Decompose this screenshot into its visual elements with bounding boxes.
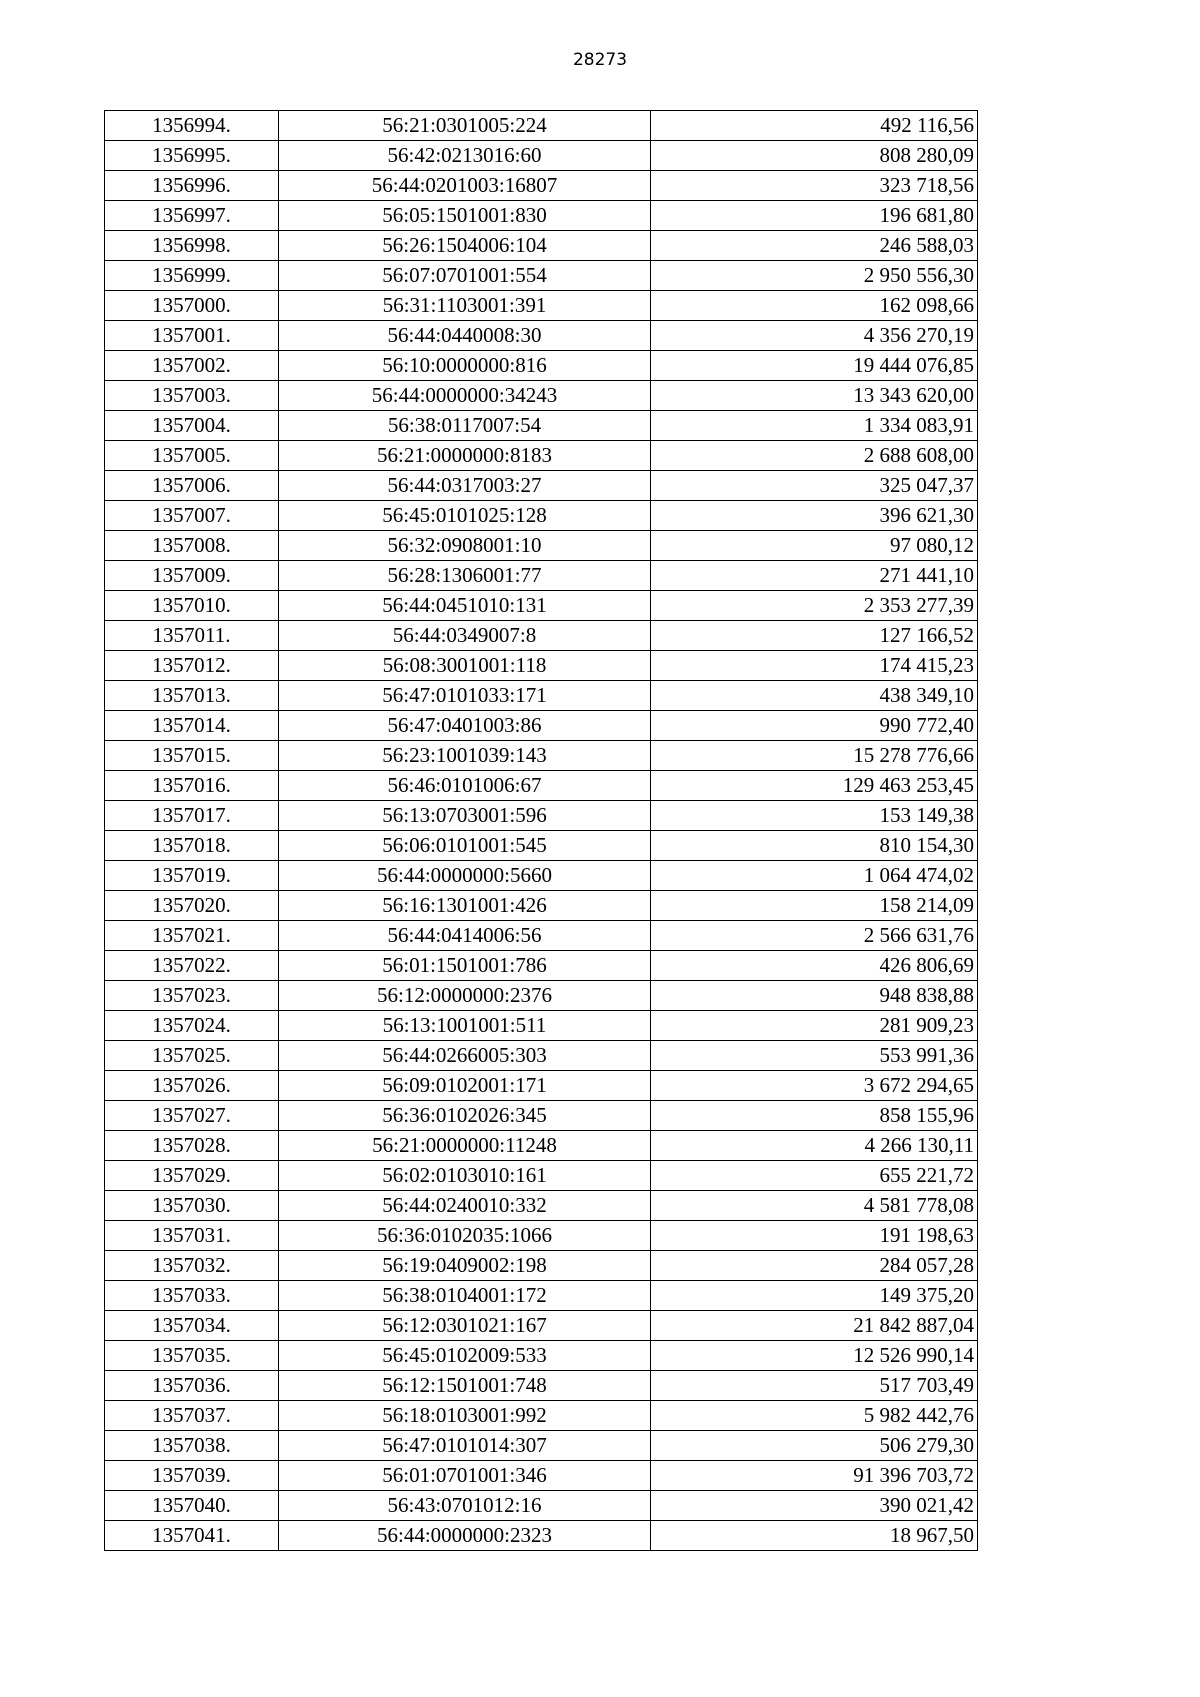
table-row xyxy=(105,261,978,291)
cadastral-number-cell: 56:12:1501001:748 xyxy=(279,1371,651,1401)
row-number-cell: 1357011. xyxy=(105,621,279,651)
table-row xyxy=(105,1401,978,1431)
cadastral-value-cell: 2 688 608,00 xyxy=(651,441,978,471)
cadastral-number-cell: 56:44:0000000:2323 xyxy=(279,1521,651,1551)
cadastral-value-cell: 97 080,12 xyxy=(651,531,978,561)
cadastral-number-cell: 56:38:0117007:54 xyxy=(279,411,651,441)
cadastral-value-cell: 15 278 776,66 xyxy=(651,741,978,771)
cadastral-value-cell: 196 681,80 xyxy=(651,201,978,231)
cadastral-number-cell: 56:01:0701001:346 xyxy=(279,1461,651,1491)
row-number-cell: 1357035. xyxy=(105,1341,279,1371)
cadastral-number-cell: 56:38:0104001:172 xyxy=(279,1281,651,1311)
cadastral-number-cell: 56:44:0000000:5660 xyxy=(279,861,651,891)
row-number-cell: 1357025. xyxy=(105,1041,279,1071)
row-number-cell: 1356998. xyxy=(105,231,279,261)
page-number: 28273 xyxy=(572,50,628,70)
cadastral-number-cell: 56:46:0101006:67 xyxy=(279,771,651,801)
cadastral-number-cell: 56:44:0349007:8 xyxy=(279,621,651,651)
row-number-cell: 1357007. xyxy=(105,501,279,531)
row-number-cell: 1357017. xyxy=(105,801,279,831)
cadastral-value-cell: 5 982 442,76 xyxy=(651,1401,978,1431)
cadastral-number-cell: 56:18:0103001:992 xyxy=(279,1401,651,1431)
row-number-cell: 1356994. xyxy=(105,111,279,141)
cadastral-number-cell: 56:32:0908001:10 xyxy=(279,531,651,561)
row-number-cell: 1357006. xyxy=(105,471,279,501)
cadastral-number-cell: 56:36:0102035:1066 xyxy=(279,1221,651,1251)
table-row xyxy=(105,381,978,411)
table-row xyxy=(105,1311,978,1341)
row-number-cell: 1357012. xyxy=(105,651,279,681)
row-number-cell: 1357036. xyxy=(105,1371,279,1401)
table-row xyxy=(105,1161,978,1191)
cadastral-value-cell: 2 353 277,39 xyxy=(651,591,978,621)
cadastral-value-cell: 158 214,09 xyxy=(651,891,978,921)
row-number-cell: 1357001. xyxy=(105,321,279,351)
table-row xyxy=(105,831,978,861)
cadastral-value-cell: 284 057,28 xyxy=(651,1251,978,1281)
table-row xyxy=(105,1281,978,1311)
cadastral-value-cell: 2 566 631,76 xyxy=(651,921,978,951)
cadastral-value-cell: 1 334 083,91 xyxy=(651,411,978,441)
table-row xyxy=(105,501,978,531)
cadastral-value-cell: 808 280,09 xyxy=(651,141,978,171)
cadastral-number-cell: 56:44:0317003:27 xyxy=(279,471,651,501)
cadastral-value-cell: 553 991,36 xyxy=(651,1041,978,1071)
cadastral-number-cell: 56:28:1306001:77 xyxy=(279,561,651,591)
cadastral-number-cell: 56:44:0240010:332 xyxy=(279,1191,651,1221)
cadastral-number-cell: 56:23:1001039:143 xyxy=(279,741,651,771)
table-row xyxy=(105,951,978,981)
cadastral-value-cell: 506 279,30 xyxy=(651,1431,978,1461)
cadastral-value-cell: 246 588,03 xyxy=(651,231,978,261)
cadastral-value-cell: 191 198,63 xyxy=(651,1221,978,1251)
cadastral-number-cell: 56:06:0101001:545 xyxy=(279,831,651,861)
row-number-cell: 1357037. xyxy=(105,1401,279,1431)
cadastral-number-cell: 56:36:0102026:345 xyxy=(279,1101,651,1131)
row-number-cell: 1357040. xyxy=(105,1491,279,1521)
row-number-cell: 1357005. xyxy=(105,441,279,471)
row-number-cell: 1357002. xyxy=(105,351,279,381)
cadastral-value-cell: 810 154,30 xyxy=(651,831,978,861)
row-number-cell: 1356999. xyxy=(105,261,279,291)
cadastral-value-cell: 325 047,37 xyxy=(651,471,978,501)
row-number-cell: 1357024. xyxy=(105,1011,279,1041)
row-number-cell: 1357029. xyxy=(105,1161,279,1191)
row-number-cell: 1357008. xyxy=(105,531,279,561)
table-row xyxy=(105,681,978,711)
table-row xyxy=(105,171,978,201)
row-number-cell: 1357020. xyxy=(105,891,279,921)
table-row xyxy=(105,531,978,561)
table-row xyxy=(105,1071,978,1101)
row-number-cell: 1357022. xyxy=(105,951,279,981)
table-row xyxy=(105,651,978,681)
cadastral-value-cell: 2 950 556,30 xyxy=(651,261,978,291)
cadastral-value-cell: 3 672 294,65 xyxy=(651,1071,978,1101)
cadastral-value-cell: 174 415,23 xyxy=(651,651,978,681)
cadastral-number-cell: 56:21:0000000:11248 xyxy=(279,1131,651,1161)
table-row xyxy=(105,591,978,621)
cadastral-number-cell: 56:05:1501001:830 xyxy=(279,201,651,231)
row-number-cell: 1357027. xyxy=(105,1101,279,1131)
table-row xyxy=(105,1221,978,1251)
row-number-cell: 1357003. xyxy=(105,381,279,411)
cadastral-value-cell: 990 772,40 xyxy=(651,711,978,741)
cadastral-number-cell: 56:45:0101025:128 xyxy=(279,501,651,531)
table-row xyxy=(105,861,978,891)
cadastral-value-cell: 19 444 076,85 xyxy=(651,351,978,381)
table-row xyxy=(105,801,978,831)
table-row xyxy=(105,1491,978,1521)
table-body xyxy=(105,111,978,1551)
cadastral-number-cell: 56:21:0301005:224 xyxy=(279,111,651,141)
table-row xyxy=(105,321,978,351)
row-number-cell: 1357016. xyxy=(105,771,279,801)
cadastral-number-cell: 56:09:0102001:171 xyxy=(279,1071,651,1101)
cadastral-value-table xyxy=(104,110,978,1551)
table-row xyxy=(105,1011,978,1041)
row-number-cell: 1357004. xyxy=(105,411,279,441)
cadastral-value-cell: 149 375,20 xyxy=(651,1281,978,1311)
row-number-cell: 1357015. xyxy=(105,741,279,771)
table-row xyxy=(105,441,978,471)
table-row xyxy=(105,1101,978,1131)
cadastral-number-cell: 56:47:0101014:307 xyxy=(279,1431,651,1461)
row-number-cell: 1357021. xyxy=(105,921,279,951)
cadastral-value-cell: 91 396 703,72 xyxy=(651,1461,978,1491)
cadastral-number-cell: 56:31:1103001:391 xyxy=(279,291,651,321)
cadastral-number-cell: 56:01:1501001:786 xyxy=(279,951,651,981)
cadastral-value-cell: 426 806,69 xyxy=(651,951,978,981)
cadastral-number-cell: 56:12:0301021:167 xyxy=(279,1311,651,1341)
cadastral-value-cell: 517 703,49 xyxy=(651,1371,978,1401)
row-number-cell: 1357033. xyxy=(105,1281,279,1311)
table-row xyxy=(105,711,978,741)
row-number-cell: 1357010. xyxy=(105,591,279,621)
cadastral-number-cell: 56:13:1001001:511 xyxy=(279,1011,651,1041)
table-row xyxy=(105,201,978,231)
row-number-cell: 1357013. xyxy=(105,681,279,711)
cadastral-value-cell: 858 155,96 xyxy=(651,1101,978,1131)
cadastral-value-cell: 1 064 474,02 xyxy=(651,861,978,891)
cadastral-number-cell: 56:21:0000000:8183 xyxy=(279,441,651,471)
cadastral-number-cell: 56:47:0101033:171 xyxy=(279,681,651,711)
cadastral-value-cell: 948 838,88 xyxy=(651,981,978,1011)
cadastral-value-cell: 129 463 253,45 xyxy=(651,771,978,801)
table-row xyxy=(105,921,978,951)
row-number-cell: 1357019. xyxy=(105,861,279,891)
cadastral-number-cell: 56:45:0102009:533 xyxy=(279,1341,651,1371)
table-row xyxy=(105,1251,978,1281)
row-number-cell: 1357038. xyxy=(105,1431,279,1461)
cadastral-number-cell: 56:02:0103010:161 xyxy=(279,1161,651,1191)
table-row xyxy=(105,1371,978,1401)
table-row xyxy=(105,141,978,171)
cadastral-value-cell: 492 116,56 xyxy=(651,111,978,141)
table-row xyxy=(105,1041,978,1071)
table-row xyxy=(105,231,978,261)
cadastral-value-cell: 13 343 620,00 xyxy=(651,381,978,411)
cadastral-value-cell: 4 266 130,11 xyxy=(651,1131,978,1161)
cadastral-value-cell: 271 441,10 xyxy=(651,561,978,591)
row-number-cell: 1357034. xyxy=(105,1311,279,1341)
cadastral-value-cell: 323 718,56 xyxy=(651,171,978,201)
table-row xyxy=(105,1461,978,1491)
cadastral-number-cell: 56:19:0409002:198 xyxy=(279,1251,651,1281)
cadastral-number-cell: 56:44:0201003:16807 xyxy=(279,171,651,201)
table-row xyxy=(105,471,978,501)
cadastral-number-cell: 56:44:0451010:131 xyxy=(279,591,651,621)
cadastral-value-cell: 438 349,10 xyxy=(651,681,978,711)
table-row xyxy=(105,1431,978,1461)
cadastral-number-cell: 56:44:0000000:34243 xyxy=(279,381,651,411)
row-number-cell: 1357014. xyxy=(105,711,279,741)
cadastral-number-cell: 56:13:0703001:596 xyxy=(279,801,651,831)
table-row xyxy=(105,981,978,1011)
cadastral-number-cell: 56:26:1504006:104 xyxy=(279,231,651,261)
row-number-cell: 1357039. xyxy=(105,1461,279,1491)
cadastral-number-cell: 56:44:0414006:56 xyxy=(279,921,651,951)
table-row xyxy=(105,291,978,321)
row-number-cell: 1356995. xyxy=(105,141,279,171)
cadastral-value-cell: 153 149,38 xyxy=(651,801,978,831)
cadastral-number-cell: 56:07:0701001:554 xyxy=(279,261,651,291)
table-row xyxy=(105,891,978,921)
table-row xyxy=(105,1521,978,1551)
cadastral-value-cell: 396 621,30 xyxy=(651,501,978,531)
row-number-cell: 1357030. xyxy=(105,1191,279,1221)
cadastral-number-cell: 56:12:0000000:2376 xyxy=(279,981,651,1011)
table-row xyxy=(105,771,978,801)
cadastral-value-cell: 18 967,50 xyxy=(651,1521,978,1551)
table-row xyxy=(105,1191,978,1221)
cadastral-number-cell: 56:10:0000000:816 xyxy=(279,351,651,381)
cadastral-value-cell: 4 581 778,08 xyxy=(651,1191,978,1221)
row-number-cell: 1357000. xyxy=(105,291,279,321)
cadastral-value-cell: 127 166,52 xyxy=(651,621,978,651)
cadastral-number-cell: 56:47:0401003:86 xyxy=(279,711,651,741)
cadastral-value-cell: 4 356 270,19 xyxy=(651,321,978,351)
row-number-cell: 1357018. xyxy=(105,831,279,861)
row-number-cell: 1356997. xyxy=(105,201,279,231)
table-row xyxy=(105,111,978,141)
row-number-cell: 1357031. xyxy=(105,1221,279,1251)
cadastral-value-cell: 390 021,42 xyxy=(651,1491,978,1521)
row-number-cell: 1357028. xyxy=(105,1131,279,1161)
cadastral-value-cell: 655 221,72 xyxy=(651,1161,978,1191)
table-row xyxy=(105,1131,978,1161)
row-number-cell: 1357023. xyxy=(105,981,279,1011)
table-row xyxy=(105,351,978,381)
table-row xyxy=(105,621,978,651)
row-number-cell: 1357026. xyxy=(105,1071,279,1101)
cadastral-number-cell: 56:44:0266005:303 xyxy=(279,1041,651,1071)
cadastral-number-cell: 56:44:0440008:30 xyxy=(279,321,651,351)
row-number-cell: 1357032. xyxy=(105,1251,279,1281)
cadastral-value-cell: 162 098,66 xyxy=(651,291,978,321)
table-row xyxy=(105,1341,978,1371)
cadastral-value-cell: 281 909,23 xyxy=(651,1011,978,1041)
cadastral-number-cell: 56:43:0701012:16 xyxy=(279,1491,651,1521)
cadastral-number-cell: 56:16:1301001:426 xyxy=(279,891,651,921)
cadastral-value-cell: 12 526 990,14 xyxy=(651,1341,978,1371)
table-row xyxy=(105,411,978,441)
table-row xyxy=(105,741,978,771)
row-number-cell: 1356996. xyxy=(105,171,279,201)
row-number-cell: 1357041. xyxy=(105,1521,279,1551)
table-row xyxy=(105,561,978,591)
row-number-cell: 1357009. xyxy=(105,561,279,591)
cadastral-value-cell: 21 842 887,04 xyxy=(651,1311,978,1341)
cadastral-number-cell: 56:08:3001001:118 xyxy=(279,651,651,681)
cadastral-number-cell: 56:42:0213016:60 xyxy=(279,141,651,171)
